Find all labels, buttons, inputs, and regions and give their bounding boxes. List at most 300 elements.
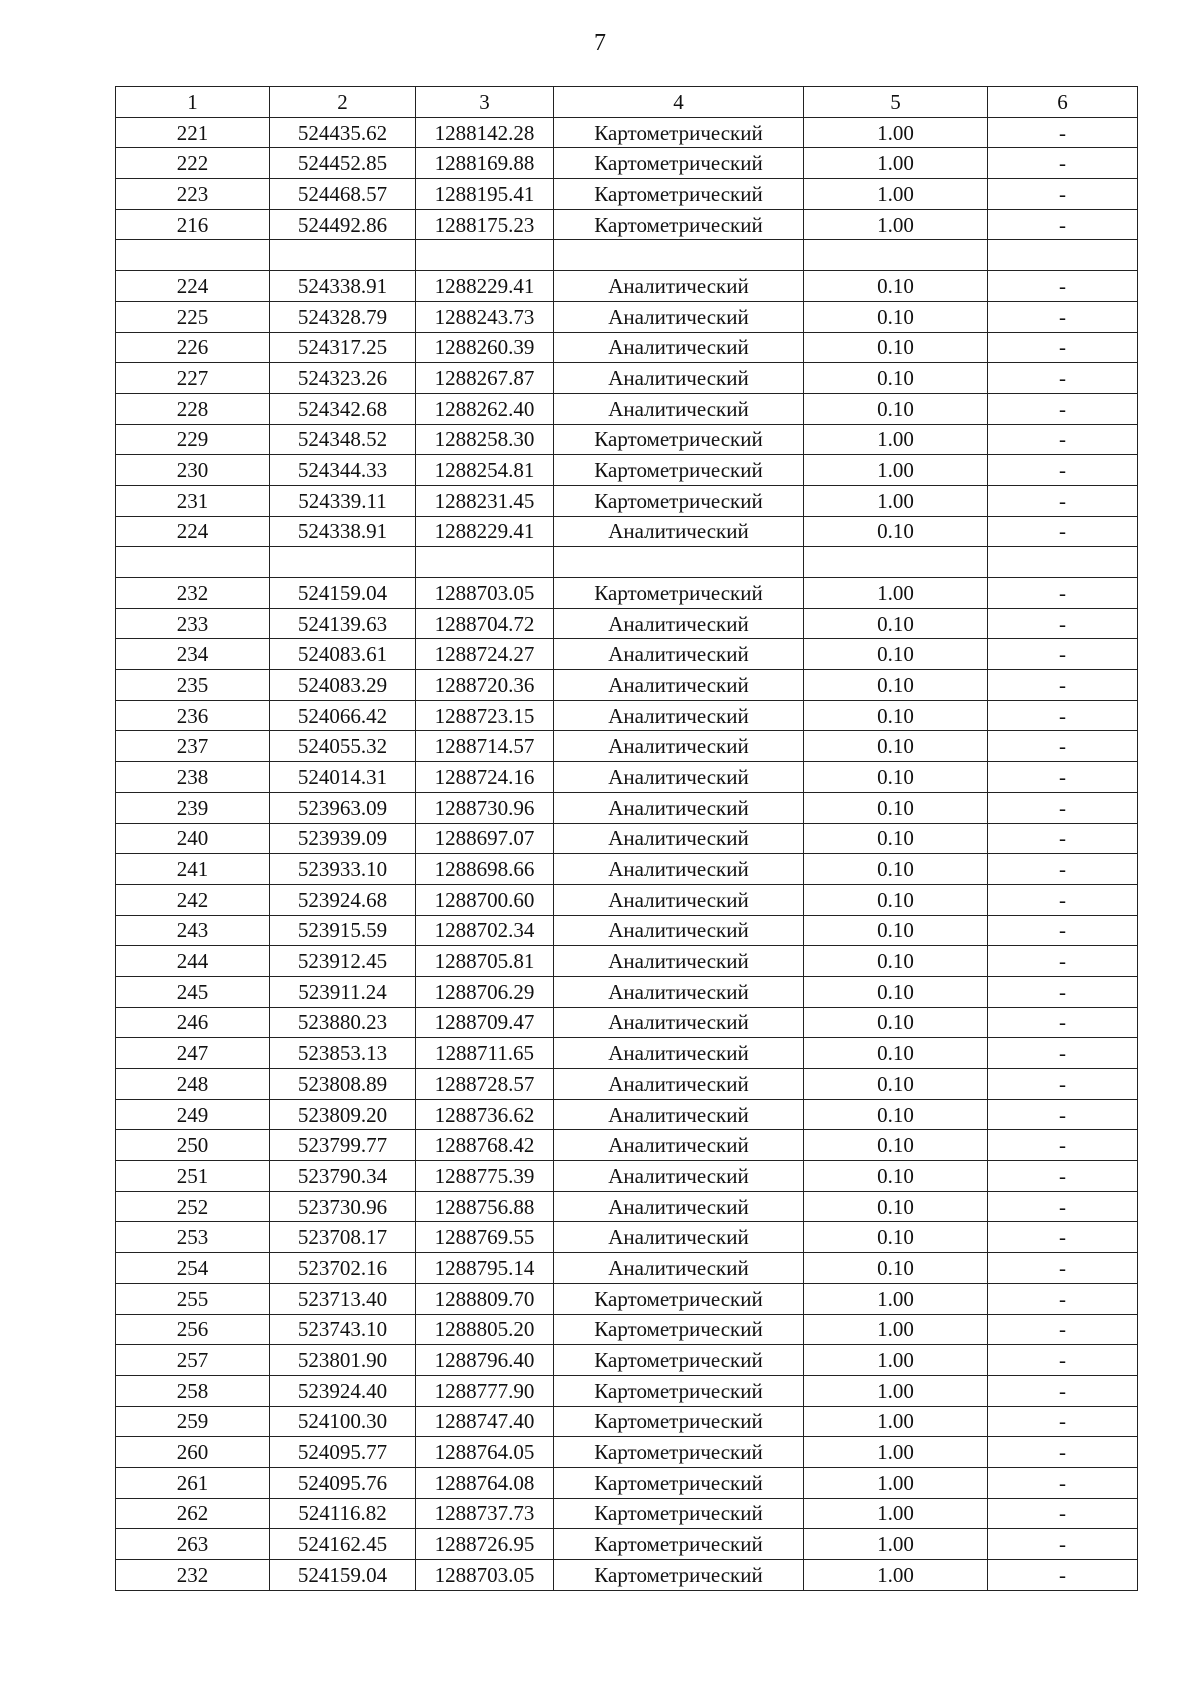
description-cell: -: [988, 393, 1138, 424]
y-coordinate-cell: 1288756.88: [416, 1191, 554, 1222]
method-cell: Картометрический: [554, 179, 804, 210]
y-coordinate-cell: 1288229.41: [416, 271, 554, 302]
accuracy-cell: 0.10: [804, 301, 988, 332]
description-cell: -: [988, 1406, 1138, 1437]
y-coordinate-cell: 1288723.15: [416, 700, 554, 731]
x-coordinate-cell: 524083.29: [270, 670, 416, 701]
x-coordinate-cell: 523730.96: [270, 1191, 416, 1222]
x-coordinate-cell: 524492.86: [270, 209, 416, 240]
table-row: [116, 547, 1138, 578]
x-coordinate-cell: 524342.68: [270, 393, 416, 424]
description-cell: -: [988, 179, 1138, 210]
y-coordinate-cell: 1288709.47: [416, 1007, 554, 1038]
point-number-cell: 250: [116, 1130, 270, 1161]
y-coordinate-cell: 1288142.28: [416, 117, 554, 148]
method-cell: Картометрический: [554, 1437, 804, 1468]
accuracy-cell: 0.10: [804, 1191, 988, 1222]
accuracy-cell: 1.00: [804, 148, 988, 179]
x-coordinate-cell: 523713.40: [270, 1283, 416, 1314]
y-coordinate-cell: 1288195.41: [416, 179, 554, 210]
description-cell: -: [988, 1283, 1138, 1314]
x-coordinate-cell: 524014.31: [270, 762, 416, 793]
table-row: [116, 271, 1138, 302]
description-cell: -: [988, 1099, 1138, 1130]
method-cell: Картометрический: [554, 1283, 804, 1314]
method-cell: Картометрический: [554, 1498, 804, 1529]
x-coordinate-cell: 523911.24: [270, 976, 416, 1007]
description-cell: -: [988, 854, 1138, 885]
accuracy-cell: 1.00: [804, 209, 988, 240]
y-coordinate-cell: 1288724.27: [416, 639, 554, 670]
column-header-1: 1: [116, 87, 270, 118]
accuracy-cell: 1.00: [804, 1529, 988, 1560]
method-cell: Картометрический: [554, 1529, 804, 1560]
description-cell: -: [988, 670, 1138, 701]
method-cell: Аналитический: [554, 271, 804, 302]
y-coordinate-cell: [416, 547, 554, 578]
page-number: 7: [594, 30, 606, 56]
x-coordinate-cell: 524339.11: [270, 485, 416, 516]
accuracy-cell: 1.00: [804, 1467, 988, 1498]
point-number-cell: 223: [116, 179, 270, 210]
y-coordinate-cell: 1288777.90: [416, 1375, 554, 1406]
y-coordinate-cell: 1288728.57: [416, 1069, 554, 1100]
point-number-cell: 232: [116, 1560, 270, 1591]
description-cell: -: [988, 792, 1138, 823]
x-coordinate-cell: 523790.34: [270, 1161, 416, 1192]
accuracy-cell: 1.00: [804, 117, 988, 148]
description-cell: -: [988, 1007, 1138, 1038]
table-row: [116, 1038, 1138, 1069]
accuracy-cell: 0.10: [804, 762, 988, 793]
point-number-cell: 231: [116, 485, 270, 516]
accuracy-cell: 1.00: [804, 1345, 988, 1376]
description-cell: -: [988, 1437, 1138, 1468]
method-cell: Аналитический: [554, 608, 804, 639]
x-coordinate-cell: 524338.91: [270, 271, 416, 302]
method-cell: Аналитический: [554, 363, 804, 394]
accuracy-cell: 1.00: [804, 578, 988, 609]
x-coordinate-cell: 524317.25: [270, 332, 416, 363]
method-cell: [554, 240, 804, 271]
accuracy-cell: 0.10: [804, 608, 988, 639]
y-coordinate-cell: 1288805.20: [416, 1314, 554, 1345]
table-row: [116, 240, 1138, 271]
accuracy-cell: [804, 240, 988, 271]
x-coordinate-cell: 523939.09: [270, 823, 416, 854]
point-number-cell: 253: [116, 1222, 270, 1253]
table-row: [116, 301, 1138, 332]
x-coordinate-cell: 524344.33: [270, 455, 416, 486]
table-row: [116, 117, 1138, 148]
point-number-cell: 242: [116, 884, 270, 915]
table-row: [116, 608, 1138, 639]
description-cell: -: [988, 1253, 1138, 1284]
accuracy-cell: 0.10: [804, 1161, 988, 1192]
x-coordinate-cell: 524095.77: [270, 1437, 416, 1468]
method-cell: Аналитический: [554, 1038, 804, 1069]
x-coordinate-cell: 523743.10: [270, 1314, 416, 1345]
point-number-cell: 241: [116, 854, 270, 885]
table-row: [116, 731, 1138, 762]
y-coordinate-cell: 1288795.14: [416, 1253, 554, 1284]
x-coordinate-cell: 524055.32: [270, 731, 416, 762]
method-cell: Картометрический: [554, 1560, 804, 1591]
method-cell: Картометрический: [554, 455, 804, 486]
accuracy-cell: 1.00: [804, 1406, 988, 1437]
accuracy-cell: 0.10: [804, 1069, 988, 1100]
accuracy-cell: 0.10: [804, 884, 988, 915]
point-number-cell: 236: [116, 700, 270, 731]
x-coordinate-cell: 523963.09: [270, 792, 416, 823]
description-cell: -: [988, 1375, 1138, 1406]
accuracy-cell: [804, 547, 988, 578]
x-coordinate-cell: 524139.63: [270, 608, 416, 639]
y-coordinate-cell: 1288700.60: [416, 884, 554, 915]
table-row: [116, 884, 1138, 915]
accuracy-cell: 0.10: [804, 946, 988, 977]
table-row: [116, 1161, 1138, 1192]
x-coordinate-cell: 524100.30: [270, 1406, 416, 1437]
point-number-cell: 249: [116, 1099, 270, 1130]
column-header-5: 5: [804, 87, 988, 118]
method-cell: Аналитический: [554, 823, 804, 854]
method-cell: Аналитический: [554, 332, 804, 363]
point-number-cell: 254: [116, 1253, 270, 1284]
accuracy-cell: 0.10: [804, 700, 988, 731]
description-cell: -: [988, 700, 1138, 731]
description-cell: -: [988, 1161, 1138, 1192]
accuracy-cell: 0.10: [804, 1007, 988, 1038]
description-cell: -: [988, 1038, 1138, 1069]
y-coordinate-cell: 1288737.73: [416, 1498, 554, 1529]
table-row: [116, 976, 1138, 1007]
point-number-cell: 222: [116, 148, 270, 179]
description-cell: -: [988, 946, 1138, 977]
method-cell: Аналитический: [554, 762, 804, 793]
description-cell: -: [988, 823, 1138, 854]
x-coordinate-cell: 524159.04: [270, 1560, 416, 1591]
x-coordinate-cell: 524338.91: [270, 516, 416, 547]
table-row: [116, 485, 1138, 516]
method-cell: Картометрический: [554, 485, 804, 516]
method-cell: Картометрический: [554, 117, 804, 148]
point-number-cell: 237: [116, 731, 270, 762]
table-row: [116, 1406, 1138, 1437]
y-coordinate-cell: 1288775.39: [416, 1161, 554, 1192]
y-coordinate-cell: 1288260.39: [416, 332, 554, 363]
y-coordinate-cell: 1288706.29: [416, 976, 554, 1007]
y-coordinate-cell: 1288809.70: [416, 1283, 554, 1314]
point-number-cell: 256: [116, 1314, 270, 1345]
method-cell: Аналитический: [554, 854, 804, 885]
x-coordinate-cell: 524116.82: [270, 1498, 416, 1529]
point-number-cell: 247: [116, 1038, 270, 1069]
method-cell: Аналитический: [554, 1191, 804, 1222]
point-number-cell: 227: [116, 363, 270, 394]
x-coordinate-cell: 523880.23: [270, 1007, 416, 1038]
x-coordinate-cell: 523702.16: [270, 1253, 416, 1284]
x-coordinate-cell: 524095.76: [270, 1467, 416, 1498]
table-row: [116, 823, 1138, 854]
accuracy-cell: 0.10: [804, 731, 988, 762]
table-row: [116, 762, 1138, 793]
description-cell: [988, 240, 1138, 271]
description-cell: -: [988, 915, 1138, 946]
point-number-cell: 259: [116, 1406, 270, 1437]
y-coordinate-cell: 1288736.62: [416, 1099, 554, 1130]
point-number-cell: 252: [116, 1191, 270, 1222]
accuracy-cell: 0.10: [804, 1038, 988, 1069]
x-coordinate-cell: 523924.40: [270, 1375, 416, 1406]
accuracy-cell: 0.10: [804, 976, 988, 1007]
point-number-cell: 238: [116, 762, 270, 793]
point-number-cell: 226: [116, 332, 270, 363]
accuracy-cell: 1.00: [804, 455, 988, 486]
accuracy-cell: 0.10: [804, 639, 988, 670]
point-number-cell: 239: [116, 792, 270, 823]
method-cell: Аналитический: [554, 1007, 804, 1038]
description-cell: -: [988, 762, 1138, 793]
column-header-6: 6: [988, 87, 1138, 118]
description-cell: -: [988, 608, 1138, 639]
method-cell: Картометрический: [554, 1406, 804, 1437]
point-number-cell: 216: [116, 209, 270, 240]
y-coordinate-cell: 1288702.34: [416, 915, 554, 946]
method-cell: Аналитический: [554, 884, 804, 915]
x-coordinate-cell: 524066.42: [270, 700, 416, 731]
accuracy-cell: 1.00: [804, 1437, 988, 1468]
y-coordinate-cell: 1288704.72: [416, 608, 554, 639]
table-row: [116, 1099, 1138, 1130]
point-number-cell: 225: [116, 301, 270, 332]
point-number-cell: 246: [116, 1007, 270, 1038]
x-coordinate-cell: 524348.52: [270, 424, 416, 455]
x-coordinate-cell: 523708.17: [270, 1222, 416, 1253]
method-cell: Аналитический: [554, 516, 804, 547]
method-cell: [554, 547, 804, 578]
method-cell: Аналитический: [554, 639, 804, 670]
table-row: [116, 578, 1138, 609]
accuracy-cell: 0.10: [804, 393, 988, 424]
description-cell: -: [988, 1222, 1138, 1253]
point-number-cell: 251: [116, 1161, 270, 1192]
description-cell: -: [988, 1345, 1138, 1376]
accuracy-cell: 1.00: [804, 424, 988, 455]
x-coordinate-cell: 523933.10: [270, 854, 416, 885]
method-cell: Аналитический: [554, 792, 804, 823]
point-number-cell: 229: [116, 424, 270, 455]
y-coordinate-cell: 1288726.95: [416, 1529, 554, 1560]
description-cell: -: [988, 1560, 1138, 1591]
accuracy-cell: 0.10: [804, 363, 988, 394]
table-row: [116, 1560, 1138, 1591]
method-cell: Картометрический: [554, 1345, 804, 1376]
y-coordinate-cell: 1288243.73: [416, 301, 554, 332]
method-cell: Аналитический: [554, 915, 804, 946]
accuracy-cell: 1.00: [804, 1560, 988, 1591]
accuracy-cell: 0.10: [804, 271, 988, 302]
description-cell: -: [988, 148, 1138, 179]
description-cell: -: [988, 1130, 1138, 1161]
y-coordinate-cell: 1288698.66: [416, 854, 554, 885]
accuracy-cell: 0.10: [804, 1253, 988, 1284]
table-row: [116, 516, 1138, 547]
method-cell: Аналитический: [554, 670, 804, 701]
y-coordinate-cell: 1288769.55: [416, 1222, 554, 1253]
accuracy-cell: 0.10: [804, 1099, 988, 1130]
point-number-cell: 248: [116, 1069, 270, 1100]
accuracy-cell: 0.10: [804, 1222, 988, 1253]
y-coordinate-cell: 1288768.42: [416, 1130, 554, 1161]
method-cell: Картометрический: [554, 578, 804, 609]
y-coordinate-cell: 1288720.36: [416, 670, 554, 701]
point-number-cell: 260: [116, 1437, 270, 1468]
column-header-3: 3: [416, 87, 554, 118]
point-number-cell: 244: [116, 946, 270, 977]
method-cell: Аналитический: [554, 946, 804, 977]
method-cell: Аналитический: [554, 1253, 804, 1284]
table-row: [116, 1130, 1138, 1161]
x-coordinate-cell: 523808.89: [270, 1069, 416, 1100]
table-row: [116, 1191, 1138, 1222]
accuracy-cell: 0.10: [804, 516, 988, 547]
table-row: [116, 455, 1138, 486]
point-number-cell: 221: [116, 117, 270, 148]
method-cell: Аналитический: [554, 1222, 804, 1253]
description-cell: -: [988, 1467, 1138, 1498]
table-row: [116, 639, 1138, 670]
y-coordinate-cell: 1288231.45: [416, 485, 554, 516]
point-number-cell: 235: [116, 670, 270, 701]
y-coordinate-cell: 1288254.81: [416, 455, 554, 486]
method-cell: Аналитический: [554, 1130, 804, 1161]
x-coordinate-cell: 523809.20: [270, 1099, 416, 1130]
description-cell: -: [988, 578, 1138, 609]
method-cell: Аналитический: [554, 976, 804, 1007]
x-coordinate-cell: 523912.45: [270, 946, 416, 977]
y-coordinate-cell: 1288262.40: [416, 393, 554, 424]
point-number-cell: 233: [116, 608, 270, 639]
point-number-cell: 240: [116, 823, 270, 854]
table-row: [116, 332, 1138, 363]
description-cell: -: [988, 976, 1138, 1007]
x-coordinate-cell: 524452.85: [270, 148, 416, 179]
accuracy-cell: 1.00: [804, 485, 988, 516]
point-number-cell: 228: [116, 393, 270, 424]
table-row: [116, 1222, 1138, 1253]
accuracy-cell: 1.00: [804, 179, 988, 210]
table-row: [116, 700, 1138, 731]
coordinates-table: [115, 86, 1138, 1591]
description-cell: -: [988, 117, 1138, 148]
x-coordinate-cell: 523853.13: [270, 1038, 416, 1069]
method-cell: Картометрический: [554, 148, 804, 179]
table-body: [116, 117, 1138, 1590]
point-number-cell: 224: [116, 516, 270, 547]
method-cell: Аналитический: [554, 731, 804, 762]
method-cell: Картометрический: [554, 424, 804, 455]
point-number-cell: 224: [116, 271, 270, 302]
description-cell: -: [988, 1069, 1138, 1100]
y-coordinate-cell: 1288703.05: [416, 1560, 554, 1591]
x-coordinate-cell: 523924.68: [270, 884, 416, 915]
method-cell: Картометрический: [554, 1314, 804, 1345]
description-cell: -: [988, 271, 1138, 302]
y-coordinate-cell: 1288764.05: [416, 1437, 554, 1468]
y-coordinate-cell: 1288258.30: [416, 424, 554, 455]
point-number-cell: 245: [116, 976, 270, 1007]
x-coordinate-cell: 523915.59: [270, 915, 416, 946]
y-coordinate-cell: 1288747.40: [416, 1406, 554, 1437]
description-cell: -: [988, 301, 1138, 332]
table-row: [116, 179, 1138, 210]
method-cell: Аналитический: [554, 393, 804, 424]
x-coordinate-cell: 523799.77: [270, 1130, 416, 1161]
accuracy-cell: 0.10: [804, 1130, 988, 1161]
table-row: [116, 363, 1138, 394]
table-row: [116, 1069, 1138, 1100]
method-cell: Аналитический: [554, 700, 804, 731]
description-cell: -: [988, 1314, 1138, 1345]
point-number-cell: [116, 547, 270, 578]
table-row: [116, 148, 1138, 179]
x-coordinate-cell: 524162.45: [270, 1529, 416, 1560]
table-row: [116, 1498, 1138, 1529]
y-coordinate-cell: 1288764.08: [416, 1467, 554, 1498]
table-row: [116, 854, 1138, 885]
accuracy-cell: 0.10: [804, 332, 988, 363]
description-cell: [988, 547, 1138, 578]
accuracy-cell: 0.10: [804, 670, 988, 701]
table-row: [116, 915, 1138, 946]
method-cell: Аналитический: [554, 1069, 804, 1100]
point-number-cell: 257: [116, 1345, 270, 1376]
table-row: [116, 792, 1138, 823]
description-cell: -: [988, 209, 1138, 240]
description-cell: -: [988, 1529, 1138, 1560]
description-cell: -: [988, 884, 1138, 915]
column-header-4: 4: [554, 87, 804, 118]
x-coordinate-cell: 524323.26: [270, 363, 416, 394]
x-coordinate-cell: 524435.62: [270, 117, 416, 148]
method-cell: Аналитический: [554, 1161, 804, 1192]
point-number-cell: 230: [116, 455, 270, 486]
method-cell: Картометрический: [554, 209, 804, 240]
table-row: [116, 946, 1138, 977]
y-coordinate-cell: 1288175.23: [416, 209, 554, 240]
x-coordinate-cell: 524083.61: [270, 639, 416, 670]
method-cell: Аналитический: [554, 301, 804, 332]
accuracy-cell: 0.10: [804, 792, 988, 823]
x-coordinate-cell: [270, 240, 416, 271]
description-cell: -: [988, 424, 1138, 455]
y-coordinate-cell: 1288730.96: [416, 792, 554, 823]
table-header: [116, 87, 1138, 118]
point-number-cell: 234: [116, 639, 270, 670]
accuracy-cell: 1.00: [804, 1283, 988, 1314]
description-cell: -: [988, 1498, 1138, 1529]
point-number-cell: 232: [116, 578, 270, 609]
y-coordinate-cell: 1288711.65: [416, 1038, 554, 1069]
x-coordinate-cell: 524159.04: [270, 578, 416, 609]
y-coordinate-cell: 1288796.40: [416, 1345, 554, 1376]
method-cell: Картометрический: [554, 1467, 804, 1498]
point-number-cell: 262: [116, 1498, 270, 1529]
x-coordinate-cell: 523801.90: [270, 1345, 416, 1376]
point-number-cell: 258: [116, 1375, 270, 1406]
point-number-cell: 263: [116, 1529, 270, 1560]
